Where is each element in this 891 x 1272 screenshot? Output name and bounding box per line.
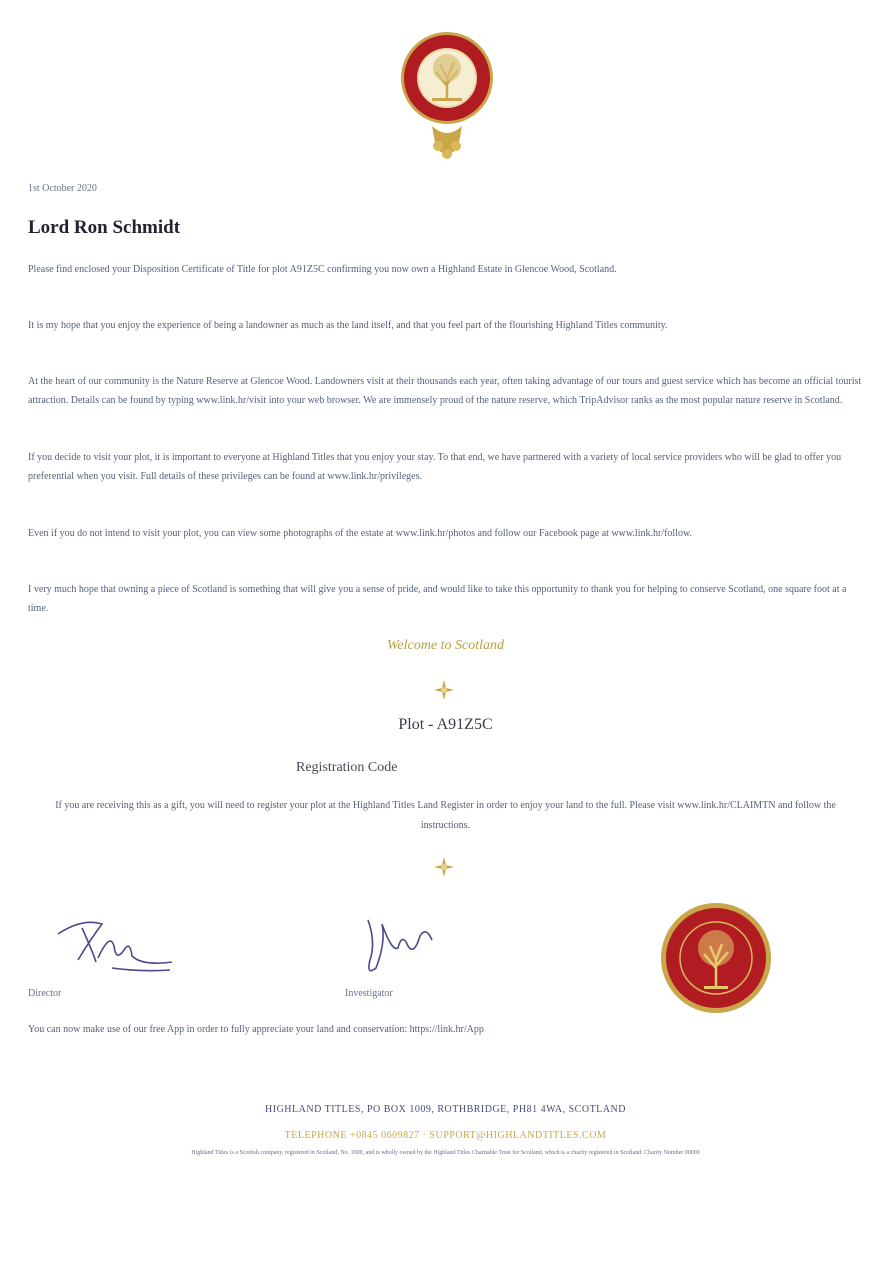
body-paragraph: It is my hope that you enjoy the experience of being a landowner as much as the land itself, and that you feel part of the flourishing Highland Titles community. bbox=[28, 320, 668, 331]
gold-ornament-icon bbox=[432, 678, 456, 702]
welcome-heading: Welcome to Scotland bbox=[387, 638, 504, 653]
wax-seal-icon bbox=[660, 902, 772, 1014]
body-paragraph: Even if you do not intend to visit your plot, you can view some photographs of the estate at www.link.hr/photos and follow our Facebook page at www.link.hr/follow. bbox=[28, 528, 693, 539]
letter-date: 1st October 2020 bbox=[28, 183, 97, 194]
body-paragraph: I very much hope that owning a piece of Scotland is something that will give you a sense of pride, and would like to take this opportunity to thank you for helping to conserve Scotland, one square foot at a time. bbox=[28, 584, 847, 614]
app-promo-text: You can now make use of our free App in order to fully appreciate your land and conservation: https://link.hr/App bbox=[28, 1024, 484, 1035]
signatory-title: Director bbox=[28, 988, 62, 999]
footer-legal: Highland Titles is a Scottish company, registered in Scotland, No. 1000, and is wholly owned by the Highland Titles Charitable Trust for Scotland, which is a charity registered in Scotland. Charity Number 00000 bbox=[191, 1150, 700, 1156]
gift-instructions: If you are receiving this as a gift, you will need to register your plot at the Highland Titles Land Register in order to enjoy your land to the full. Please visit www.link.hr/CLAIMTN and follow the instructions. bbox=[55, 800, 836, 831]
footer-contact: TELEPHONE +0845 0609827 · SUPPORT@HIGHLANDTITLES.COM bbox=[284, 1130, 607, 1141]
footer-address: HIGHLAND TITLES, PO BOX 1009, ROTHBRIDGE, PH81 4WA, SCOTLAND bbox=[265, 1104, 626, 1115]
body-paragraph: Please find enclosed your Disposition Certificate of Title for plot A91Z5C confirming you now own a Highland Estate in Glencoe Wood, Scotland. bbox=[28, 264, 617, 275]
recipient-name: Lord Ron Schmidt bbox=[28, 217, 181, 238]
body-paragraph: If you decide to visit your plot, it is important to everyone at Highland Titles that you enjoy your stay. To that end, we have partnered with a variety of local service providers who will be glad to offer you preferential when you visit. Full details of these privileges can be found at www.link.hr/privileges. bbox=[28, 452, 842, 482]
plot-number: Plot - A91Z5C bbox=[398, 716, 493, 733]
investigator-signature bbox=[362, 912, 437, 982]
body-paragraph: At the heart of our community is the Nature Reserve at Glencoe Wood. Landowners visit at their thousands each year, often taking advantage of our tours and guest service which has become an official tourist attraction. Details can be found by typing www.link.hr/visit into your web browser. We are immensely proud of the nature reserve, which TripAdvisor ranks as the most popular nature reserve in Scotland. bbox=[28, 376, 862, 406]
signatory-title: Investigator bbox=[345, 988, 393, 999]
director-signature bbox=[52, 910, 177, 980]
gold-ornament-icon bbox=[432, 855, 456, 879]
highland-titles-crest bbox=[392, 28, 502, 168]
registration-code-label: Registration Code bbox=[296, 760, 398, 775]
